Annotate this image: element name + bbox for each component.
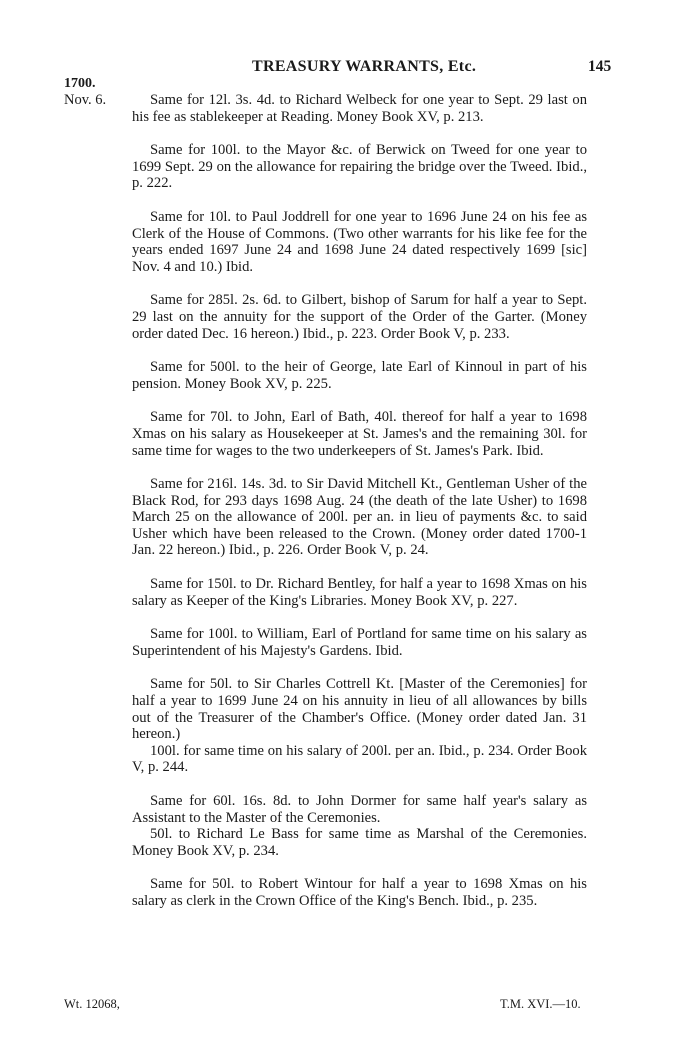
entry-paragraph: Same for 150l. to Dr. Richard Bentley, for half a year to 1698 Xmas on his salary as Keeper of the King's Libraries. Money Book XV, p. 227. xyxy=(132,576,587,609)
entry-paragraph: Same for 285l. 2s. 6d. to Gilbert, bishop of Sarum for half a year to Sept. 29 last on the annuity for the support of the Order of the Garter. (Money order dated Dec. 16 hereon.) Ibid., p. 223. Order Book V, p. 233. xyxy=(132,292,587,342)
entry-paragraph: Same for 12l. 3s. 4d. to Richard Welbeck for one year to Sept. 29 last on his fee as stablekeeper at Reading. Money Book XV, p. 213. xyxy=(132,92,587,125)
document-body xyxy=(132,92,587,927)
entry-continuation: 50l. to Richard Le Bass for same time as Marshal of the Ceremonies. Money Book XV, p. 234. xyxy=(132,826,587,859)
entry-paragraph: Same for 100l. to William, Earl of Portland for same time on his salary as Superintendent of his Majesty's Gardens. Ibid. xyxy=(132,626,587,659)
margin-year: 1700. xyxy=(64,76,96,91)
page-number: 145 xyxy=(588,58,612,75)
page-title: TREASURY WARRANTS, Etc. xyxy=(252,58,477,75)
running-head xyxy=(0,58,674,80)
entry-paragraph: Same for 50l. to Robert Wintour for half a year to 1698 Xmas on his salary as clerk in the Crown Office of the King's Bench. Ibid., p. 235. xyxy=(132,876,587,909)
entry-paragraph: Same for 70l. to John, Earl of Bath, 40l. thereof for half a year to 1698 Xmas on his salary as Housekeeper at St. James's and the remaining 30l. for same time for wages to the two underkeepers of St. James's Park. Ibid. xyxy=(132,409,587,459)
entry-paragraph: Same for 10l. to Paul Joddrell for one year to 1696 June 24 on his fee as Clerk of the House of Commons. (Two other warrants for his like fee for the years ended 1697 June 24 and 1698 June 24 dated respectively 1699 [sic] Nov. 4 and 10.) Ibid. xyxy=(132,208,587,275)
entry-paragraph: Same for 100l. to the Mayor &c. of Berwick on Tweed for one year to 1699 Sept. 29 on the allowance for repairing the bridge over the Tweed. Ibid., p. 222. xyxy=(132,142,587,192)
signature-mark: T.M. XVI.—10. xyxy=(500,997,581,1011)
entry-paragraph: Same for 500l. to the heir of George, late Earl of Kinnoul in part of his pension. Money Book XV, p. 225. xyxy=(132,359,587,392)
margin-date: Nov. 6. xyxy=(64,92,107,108)
entry-continuation: 100l. for same time on his salary of 200l. per an. Ibid., p. 234. Order Book V, p. 244. xyxy=(132,742,587,776)
entry-paragraph: Same for 216l. 14s. 3d. to Sir David Mitchell Kt., Gentleman Usher of the Black Rod, for 293 days 1698 Aug. 24 (the death of the late Usher) to 1698 March 25 on the allowance of 200l. per an. in lieu of payments &c. to said Usher which have been released to the Crown. (Money order dated 1700-1 Jan. 22 hereon.) Ibid., p. 226. Order Book V, p. 24. xyxy=(132,476,587,559)
entry-paragraph: Same for 50l. to Sir Charles Cottrell Kt. [Master of the Ceremonies] for half a year to 1699 June 24 on his annuity in lieu of all allowances by bills out of the Treasurer of the Chamber's Office. (Money order dated Jan. 31 hereon.) xyxy=(132,676,587,743)
entry-paragraph: Same for 60l. 16s. 8d. to John Dormer for same half year's salary as Assistant to the Master of the Ceremonies. xyxy=(132,793,587,826)
printer-mark: Wt. 12068, xyxy=(64,997,120,1011)
